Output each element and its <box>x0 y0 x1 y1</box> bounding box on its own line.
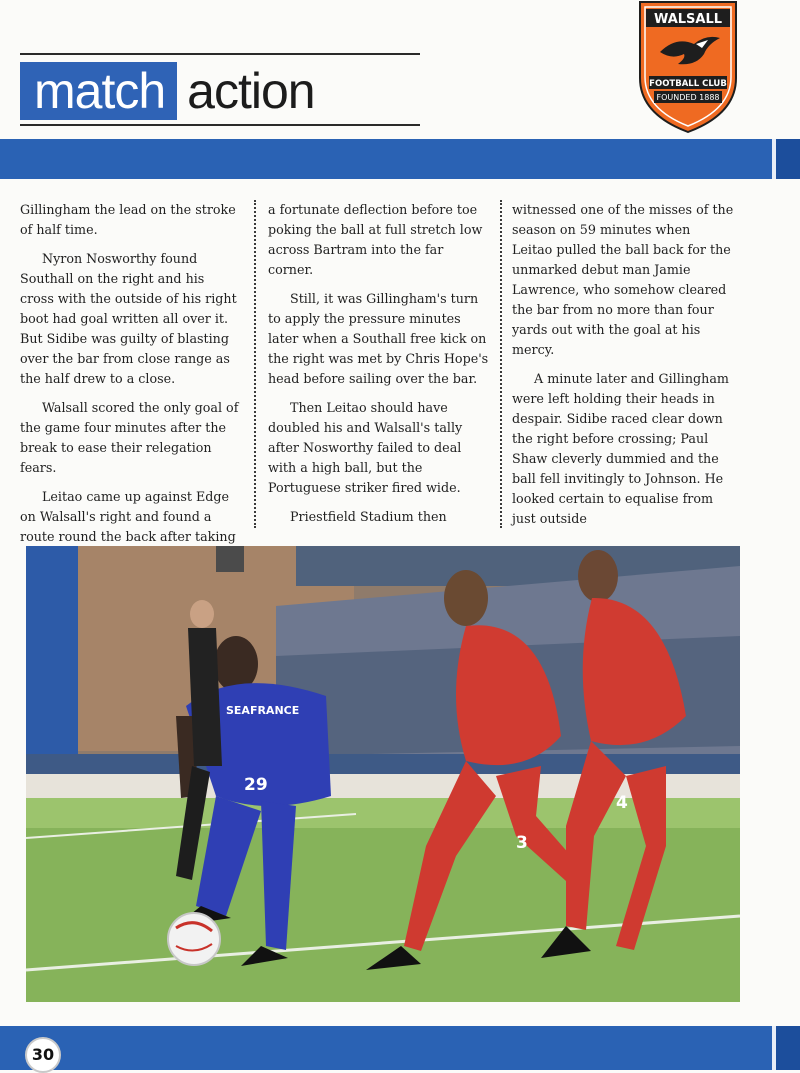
article-paragraph: A minute later and Gillingham were left holding their heads in despair. Sidibe raced clear down the right before crossing; Paul Shaw cleverly dummied and the ball fell invitingly to Johnson. He looked certain to equalise from just outside <box>512 371 729 526</box>
top-color-band <box>0 139 800 179</box>
football <box>168 913 220 965</box>
bottom-band-edge <box>772 1026 800 1070</box>
column-divider <box>500 200 502 528</box>
walsall-fc-crest-icon <box>636 0 740 134</box>
top-band-edge <box>772 139 800 179</box>
article-paragraph: Still, it was Gillingham's turn to apply the pressure minutes later when a Southall free kick on the right was met by Chris Hope's head before sailing over the bar. <box>268 291 489 386</box>
crest-middle-text: FOOTBALL CLUB <box>649 79 727 89</box>
header-rule-bottom <box>20 124 420 126</box>
article-column-1 <box>20 200 242 544</box>
section-title-highlight: match <box>20 62 177 120</box>
article-paragraph: Priestfield Stadium then <box>290 509 447 524</box>
article-paragraph: Walsall scored the only goal of the game four minutes after the break to ease their relegation fears. <box>20 400 239 475</box>
page-number: 30 <box>25 1037 61 1073</box>
article-paragraph: Then Leitao should have doubled his and Walsall's tally after Nosworthy failed to deal with a high ball, but the Portuguese striker fired wide. <box>268 400 463 495</box>
bottom-color-band <box>0 1026 800 1070</box>
article-paragraph: a fortunate deflection before toe poking the ball at full stretch low across Bartram into the far corner. <box>268 202 483 277</box>
player-number-3: 3 <box>516 833 528 853</box>
article-paragraph: Gillingham the lead on the stroke of half time. <box>20 202 236 237</box>
section-title-rest: action <box>187 63 315 119</box>
shirt-sponsor-label: SEAFRANCE <box>226 704 300 717</box>
column-divider <box>254 200 256 528</box>
crest-top-text: WALSALL <box>653 12 723 27</box>
article-column-2 <box>268 200 490 528</box>
article-paragraph: Leitao came up against Edge on Walsall's right and found a route round the back after taking <box>20 489 236 544</box>
article-column-3 <box>512 200 734 528</box>
player-number-29: 29 <box>244 775 268 795</box>
crest-bottom-text: FOUNDED 1888 <box>656 93 720 102</box>
header-rule-top <box>20 53 420 55</box>
match-photo <box>26 546 740 1002</box>
section-title <box>20 62 315 120</box>
article-paragraph: witnessed one of the misses of the season on 59 minutes when Leitao pulled the ball back for the unmarked debut man Jamie Lawrence, who somehow cleared the bar from no more than four yards out with the goal at his mercy. <box>512 202 734 357</box>
player-number-4: 4 <box>616 793 628 813</box>
article-paragraph: Nyron Nosworthy found Southall on the right and his cross with the outside of his right boot had goal written all over it. But Sidibe was guilty of blasting over the bar from close range as the half drew to a close. <box>20 251 237 386</box>
